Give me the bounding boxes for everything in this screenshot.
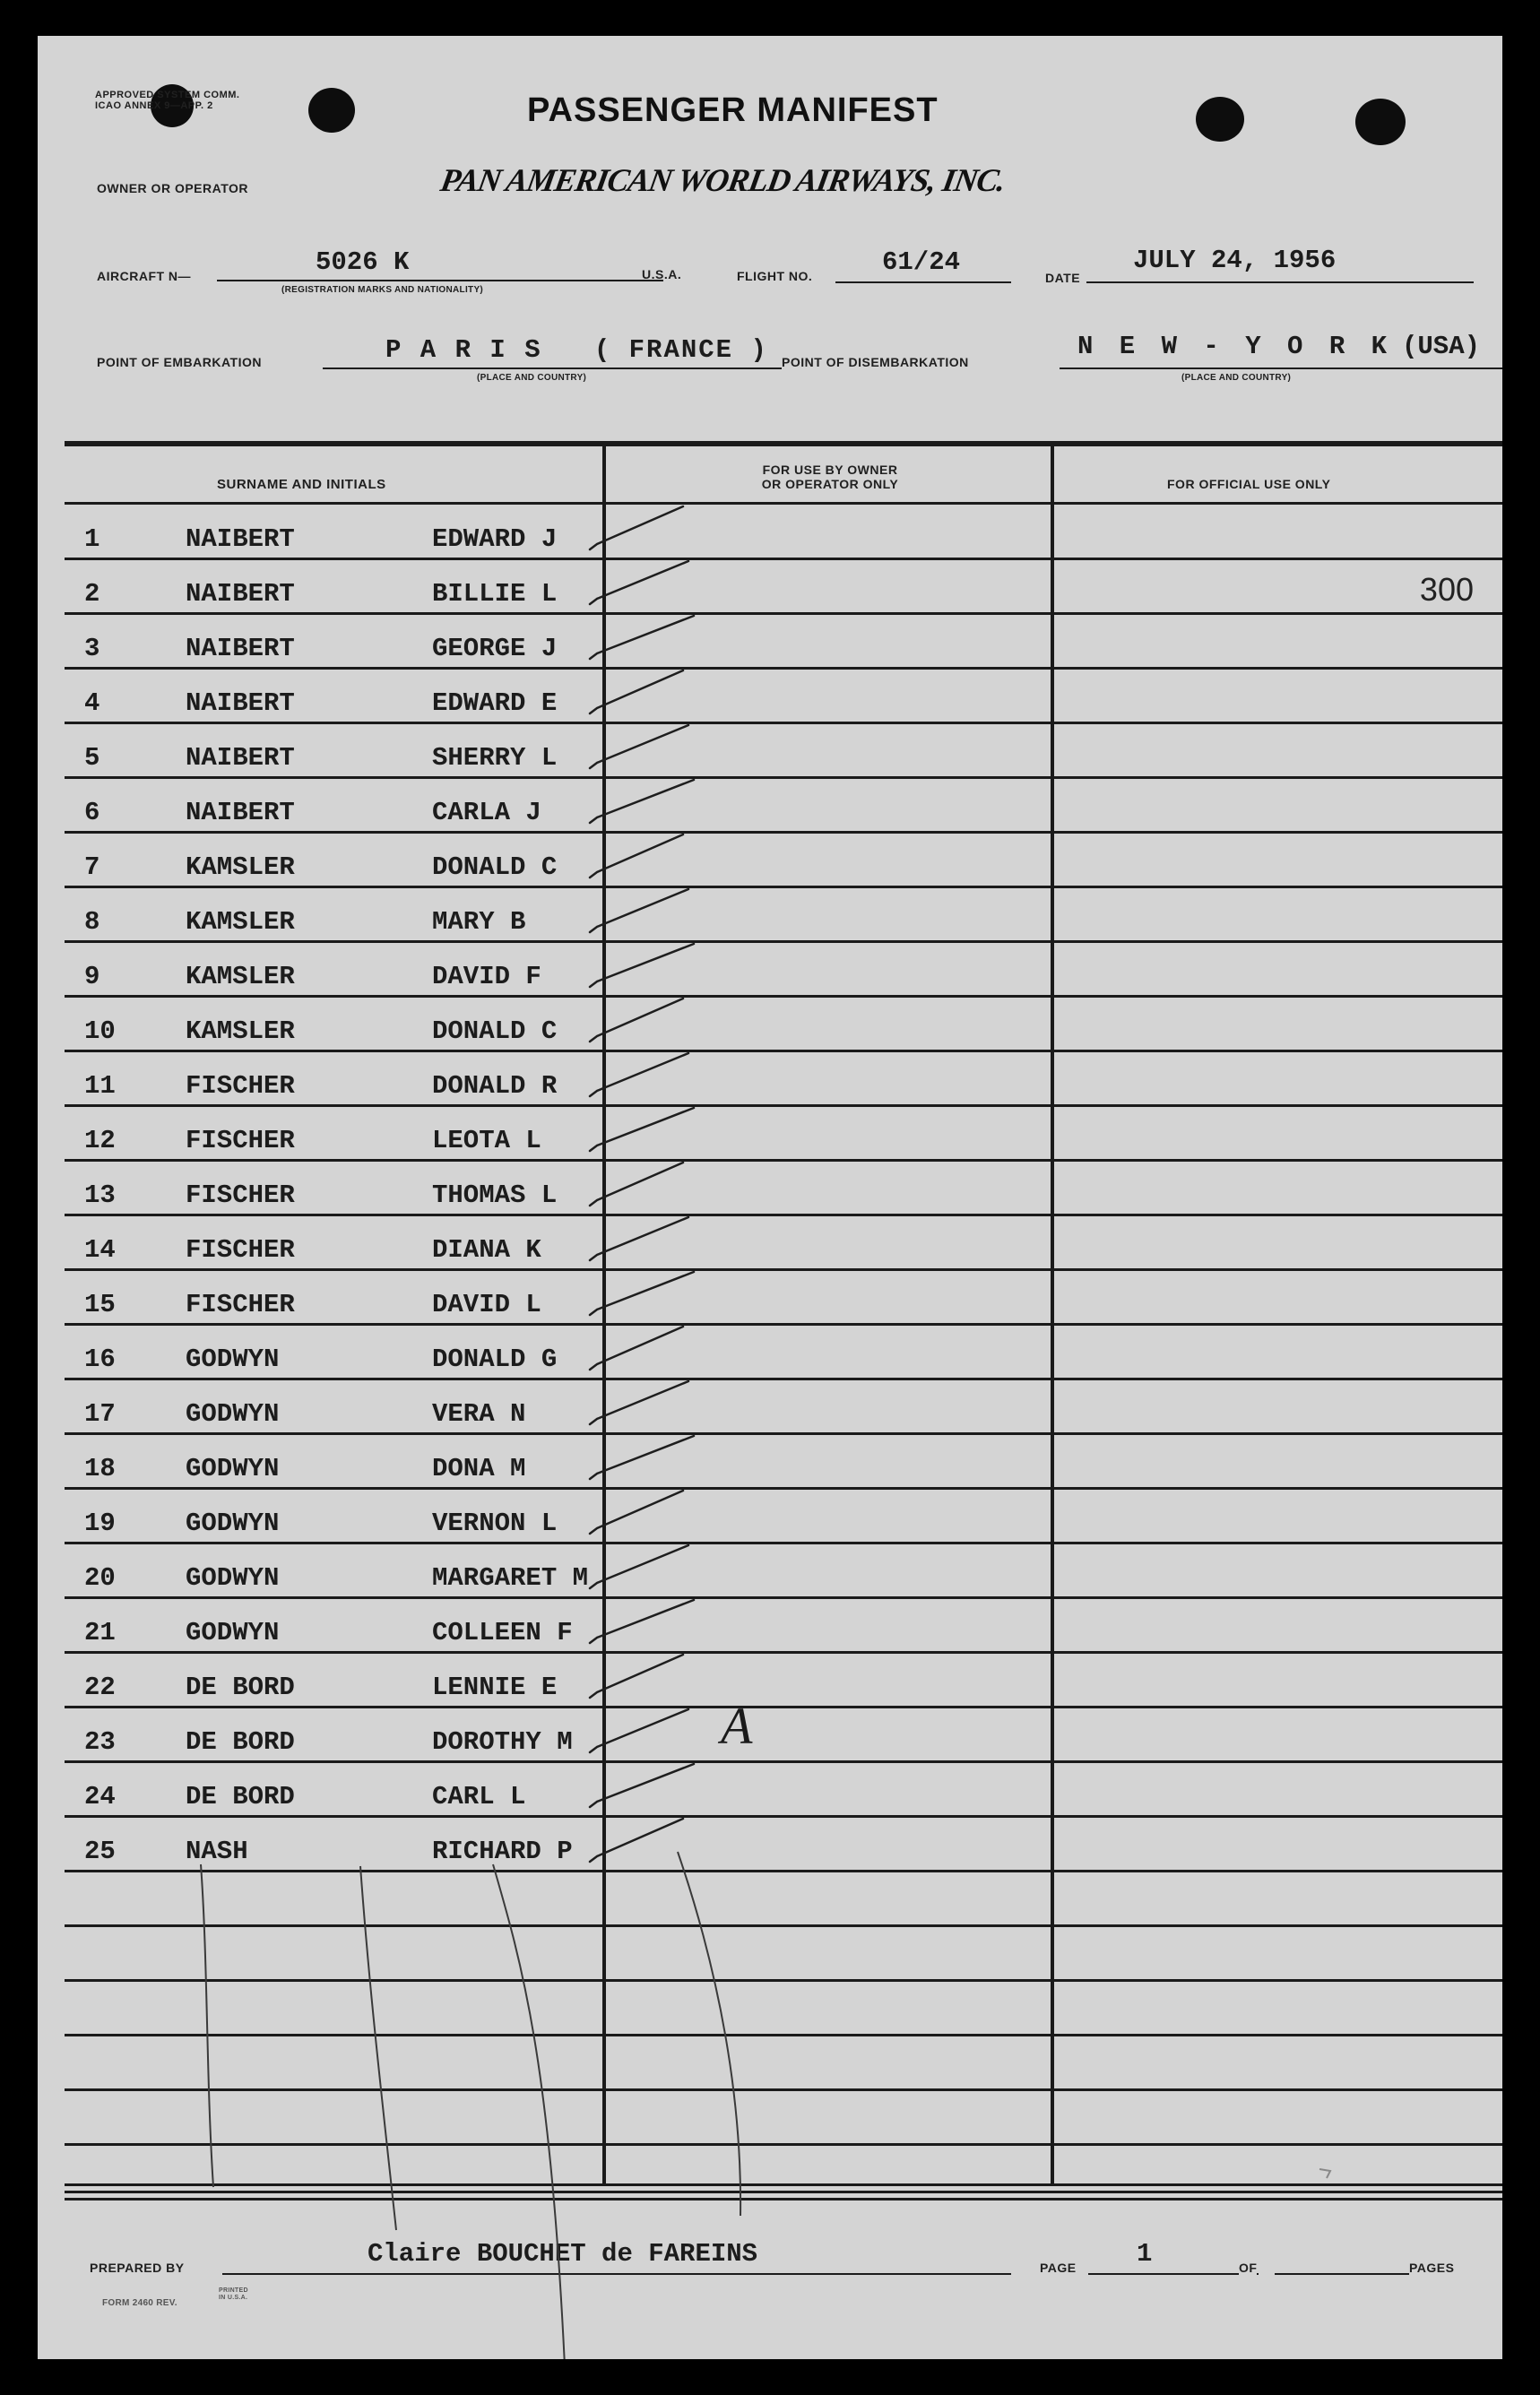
- embark-label: POINT OF EMBARKATION: [97, 355, 262, 369]
- blank-row: [38, 1872, 1502, 1926]
- flight-label: FLIGHT NO.: [737, 269, 813, 283]
- passenger-initials: DONA M: [432, 1454, 526, 1483]
- passenger-initials: BILLIE L: [432, 579, 558, 609]
- disembark-label: POINT OF DISEMBARKATION: [782, 355, 969, 369]
- passenger-surname: GODWYN: [186, 1454, 280, 1483]
- table-row: [38, 614, 1502, 669]
- passenger-initials: THOMAS L: [432, 1180, 558, 1210]
- col-official-header: FOR OFFICIAL USE ONLY: [1167, 477, 1331, 491]
- flight-underline: [835, 281, 1011, 283]
- table-row: [38, 1379, 1502, 1434]
- page-value: 1: [1137, 2239, 1153, 2269]
- row-number: 15: [84, 1290, 116, 1319]
- blank-row: [38, 1926, 1502, 1981]
- disembark-value: N E W - Y O R K: [1077, 332, 1393, 361]
- passenger-surname: GODWYN: [186, 1344, 280, 1374]
- prepared-label: PREPARED BY: [90, 2261, 185, 2275]
- passenger-initials: CARLA J: [432, 798, 541, 827]
- table-row: [38, 1489, 1502, 1543]
- row-number: 22: [84, 1673, 116, 1702]
- handwritten-annotation-a: A: [721, 1697, 753, 1755]
- embark-value: P A R I S ( FRANCE ): [385, 335, 768, 365]
- row-number: 3: [84, 634, 100, 663]
- passenger-initials: DONALD R: [432, 1071, 558, 1101]
- row-number: 1: [84, 524, 100, 554]
- table-row: [38, 1817, 1502, 1872]
- date-underline: [1086, 281, 1474, 283]
- table-row: [38, 1051, 1502, 1106]
- blank-row: [38, 2090, 1502, 2145]
- table-row: [38, 1270, 1502, 1325]
- passenger-initials: MARGARET M: [432, 1563, 589, 1593]
- pages-label: PAGES: [1409, 2261, 1455, 2275]
- table-row: [38, 1762, 1502, 1817]
- table-row: [38, 1325, 1502, 1379]
- table-row: [38, 1161, 1502, 1215]
- page-underline: [1088, 2273, 1259, 2275]
- passenger-initials: GEORGE J: [432, 634, 558, 663]
- passenger-surname: FISCHER: [186, 1071, 295, 1101]
- row-number: 17: [84, 1399, 116, 1429]
- page-label: PAGE: [1040, 2261, 1077, 2275]
- row-number: 23: [84, 1727, 116, 1757]
- row-number: 8: [84, 907, 100, 937]
- passenger-initials: VERNON L: [432, 1509, 558, 1538]
- passenger-surname: KAMSLER: [186, 852, 295, 882]
- passenger-surname: KAMSLER: [186, 907, 295, 937]
- passenger-surname: FISCHER: [186, 1235, 295, 1265]
- passenger-surname: NAIBERT: [186, 524, 295, 554]
- blank-row: [38, 1981, 1502, 2036]
- passenger-initials: DONALD G: [432, 1344, 558, 1374]
- aircraft-sub: (REGISTRATION MARKS AND NATIONALITY): [281, 285, 484, 295]
- table-row: [38, 942, 1502, 997]
- aircraft-underline: [217, 280, 663, 281]
- passenger-initials: DONALD C: [432, 852, 558, 882]
- table-row: [38, 1434, 1502, 1489]
- table-bottom-rule: [65, 2183, 1502, 2186]
- passenger-surname: NAIBERT: [186, 579, 295, 609]
- passenger-initials: MARY B: [432, 907, 526, 937]
- passenger-surname: DE BORD: [186, 1727, 295, 1757]
- table-row: [38, 997, 1502, 1051]
- table-row: [38, 1708, 1502, 1762]
- passenger-initials: RICHARD P: [432, 1837, 573, 1866]
- row-number: 24: [84, 1782, 116, 1811]
- embark-sub: (PLACE AND COUNTRY): [477, 373, 587, 383]
- row-number: 13: [84, 1180, 116, 1210]
- embark-underline: [323, 367, 814, 369]
- col-owner-header: FOR USE BY OWNER OR OPERATOR ONLY: [761, 463, 899, 491]
- row-number: 12: [84, 1126, 116, 1155]
- printed-note: PRINTED IN U.S.A.: [219, 2287, 248, 2301]
- row-number: 4: [84, 688, 100, 718]
- table-row: [38, 833, 1502, 887]
- passenger-initials: EDWARD E: [432, 688, 558, 718]
- table-row: [38, 887, 1502, 942]
- row-number: 5: [84, 743, 100, 773]
- passenger-surname: NAIBERT: [186, 743, 295, 773]
- passenger-surname: GODWYN: [186, 1399, 280, 1429]
- passenger-surname: NAIBERT: [186, 798, 295, 827]
- passenger-initials: LENNIE E: [432, 1673, 558, 1702]
- table-row: [38, 1598, 1502, 1653]
- row-number: 21: [84, 1618, 116, 1647]
- passenger-surname: NASH: [186, 1837, 248, 1866]
- official-use-value: 300: [1419, 571, 1474, 608]
- of-label: OF: [1239, 2261, 1258, 2275]
- row-number: 2: [84, 579, 100, 609]
- passenger-initials: DIANA K: [432, 1235, 541, 1265]
- passenger-initials: DAVID L: [432, 1290, 541, 1319]
- row-number: 25: [84, 1837, 116, 1866]
- row-rule: [65, 2198, 1502, 2200]
- prepared-underline: [222, 2273, 1011, 2275]
- passenger-surname: GODWYN: [186, 1618, 280, 1647]
- passenger-initials: EDWARD J: [432, 524, 558, 554]
- table-row: [38, 1106, 1502, 1161]
- passenger-surname: NAIBERT: [186, 688, 295, 718]
- manifest-title: PASSENGER MANIFEST: [527, 91, 939, 129]
- table-row: [38, 669, 1502, 723]
- passenger-initials: DONALD C: [432, 1016, 558, 1046]
- passenger-initials: VERA N: [432, 1399, 526, 1429]
- row-number: 18: [84, 1454, 116, 1483]
- passenger-surname: FISCHER: [186, 1290, 295, 1319]
- owner-label: OWNER OR OPERATOR: [97, 181, 248, 195]
- date-value: JULY 24, 1956: [1133, 246, 1337, 275]
- row-number: 19: [84, 1509, 116, 1538]
- row-number: 9: [84, 962, 100, 991]
- table-bottom-rule-2: [65, 2191, 1502, 2193]
- passenger-surname: DE BORD: [186, 1782, 295, 1811]
- passenger-initials: CARL L: [432, 1782, 526, 1811]
- passenger-surname: GODWYN: [186, 1509, 280, 1538]
- col-surname-header: SURNAME AND INITIALS: [217, 477, 386, 492]
- manifest-sheet: [38, 36, 1502, 2359]
- passenger-initials: COLLEEN F: [432, 1618, 573, 1647]
- approval-note: APPROVED SYSTEM COMM. ICAO ANNEX 9—APP. 2: [95, 90, 240, 111]
- airline-name: PAN AMERICAN WORLD AIRWAYS, INC.: [437, 162, 1008, 198]
- passenger-initials: LEOTA L: [432, 1126, 541, 1155]
- passenger-surname: KAMSLER: [186, 1016, 295, 1046]
- passenger-surname: GODWYN: [186, 1563, 280, 1593]
- prepared-value: Claire BOUCHET de FAREINS: [368, 2239, 758, 2269]
- table-row: [38, 1653, 1502, 1708]
- blank-row: [38, 2036, 1502, 2090]
- passenger-surname: FISCHER: [186, 1180, 295, 1210]
- punch-hole-3: [1196, 97, 1244, 142]
- usa-label: U.S.A.: [642, 267, 682, 281]
- passenger-surname: DE BORD: [186, 1673, 295, 1702]
- passenger-initials: SHERRY L: [432, 743, 558, 773]
- table-row: [38, 559, 1502, 614]
- passenger-initials: DOROTHY M: [432, 1727, 573, 1757]
- row-number: 11: [84, 1071, 116, 1101]
- row-number: 10: [84, 1016, 116, 1046]
- disembark-underline: [1060, 367, 1502, 369]
- aircraft-value: 5026 K: [316, 247, 410, 277]
- disembark-country: (USA): [1402, 332, 1481, 361]
- date-label: DATE: [1045, 271, 1081, 285]
- row-number: 7: [84, 852, 100, 882]
- passenger-surname: FISCHER: [186, 1126, 295, 1155]
- row-number: 14: [84, 1235, 116, 1265]
- flight-value: 61/24: [882, 247, 961, 277]
- table-top-rule: [65, 441, 1502, 446]
- form-code: FORM 2460 REV.: [102, 2298, 177, 2308]
- table-row: [38, 778, 1502, 833]
- row-number: 6: [84, 798, 100, 827]
- table-row: [38, 1215, 1502, 1270]
- table-row: [38, 505, 1502, 559]
- punch-hole-4: [1355, 99, 1406, 145]
- passenger-surname: NAIBERT: [186, 634, 295, 663]
- row-number: 20: [84, 1563, 116, 1593]
- passenger-initials: DAVID F: [432, 962, 541, 991]
- punch-hole-2: [308, 88, 355, 133]
- disembark-sub: (PLACE AND COUNTRY): [1181, 373, 1292, 383]
- passenger-surname: KAMSLER: [186, 962, 295, 991]
- row-number: 16: [84, 1344, 116, 1374]
- table-row: [38, 723, 1502, 778]
- table-row: [38, 1543, 1502, 1598]
- aircraft-label: AIRCRAFT N—: [97, 269, 192, 283]
